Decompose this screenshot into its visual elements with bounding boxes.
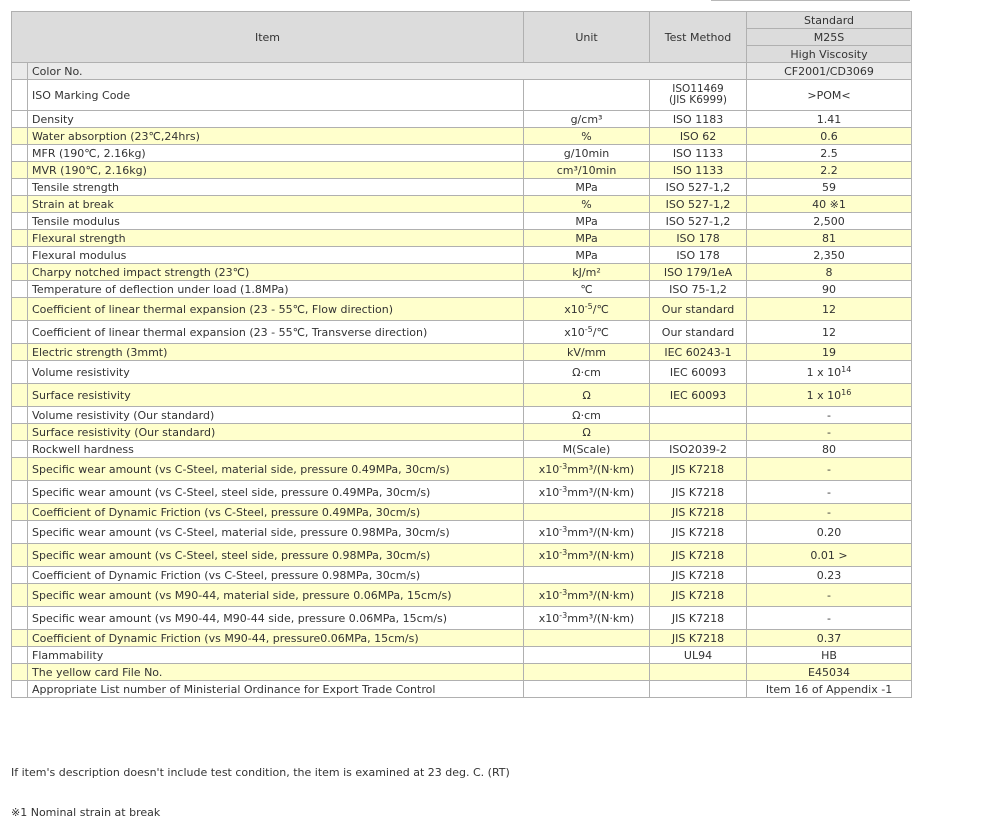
- row-flag: [12, 264, 28, 281]
- table-row: [12, 630, 912, 647]
- row-flag: [12, 213, 28, 230]
- row-item: Coefficient of Dynamic Friction (vs M90-44, pressure0.06MPa, 15cm/s): [28, 630, 524, 647]
- row-method: ISO2039-2: [650, 441, 747, 458]
- unit-rest: mm³/(N·km): [567, 485, 635, 499]
- row-item: Coefficient of Dynamic Friction (vs C-Steel, pressure 0.49MPa, 30cm/s): [28, 504, 524, 521]
- value-text: 59: [822, 180, 837, 194]
- value-text: 90: [822, 282, 837, 296]
- row-unit: g/10min: [524, 145, 650, 162]
- row-value: [747, 607, 912, 630]
- table-row: [12, 664, 912, 681]
- row-value: [747, 458, 912, 481]
- row-method: ISO 75-1,2: [650, 281, 747, 298]
- value-exponent: 14: [841, 364, 852, 374]
- row-flag: [12, 128, 28, 145]
- row-value: [747, 264, 912, 281]
- row-flag: [12, 63, 28, 80]
- value-text: 81: [822, 231, 837, 245]
- unit-exponent: -3: [559, 547, 568, 557]
- header-viscosity: High Viscosity: [747, 46, 912, 63]
- row-flag: [12, 424, 28, 441]
- table-row: [12, 458, 912, 481]
- row-value: [747, 247, 912, 264]
- unit-exponent: -3: [559, 610, 568, 620]
- value-text: -: [827, 588, 831, 602]
- table-row: [12, 344, 912, 361]
- unit-rest: mm³/(N·km): [567, 462, 635, 476]
- row-value: [747, 481, 912, 504]
- row-flag: [12, 230, 28, 247]
- row-value: [747, 544, 912, 567]
- row-method: IEC 60243-1: [650, 344, 747, 361]
- row-value: [747, 441, 912, 458]
- row-method: IEC 60093: [650, 361, 747, 384]
- row-flag: [12, 544, 28, 567]
- properties-table: [11, 11, 912, 698]
- test-condition-note: If item's description doesn't include test condition, the item is examined at 23 deg. C. (RT): [11, 766, 510, 779]
- unit-exponent: -5: [584, 324, 593, 334]
- row-flag: [12, 145, 28, 162]
- row-flag: [12, 298, 28, 321]
- row-method: ISO 178: [650, 230, 747, 247]
- table-row: [12, 281, 912, 298]
- row-method: UL94: [650, 647, 747, 664]
- row-flag: [12, 584, 28, 607]
- row-value: [747, 196, 912, 213]
- header-item: Item: [12, 12, 524, 63]
- table-row: [12, 407, 912, 424]
- row-unit: [524, 607, 650, 630]
- row-flag: [12, 681, 28, 698]
- value-text: 0.6: [820, 129, 838, 143]
- row-flag: [12, 344, 28, 361]
- value-text: 19: [822, 345, 837, 359]
- row-value: [747, 504, 912, 521]
- table-row: [12, 145, 912, 162]
- iso-method: [650, 80, 747, 111]
- row-value: [747, 145, 912, 162]
- row-item: Strain at break: [28, 196, 524, 213]
- row-value: [747, 179, 912, 196]
- table-row: [12, 111, 912, 128]
- row-method: [650, 664, 747, 681]
- row-unit: [524, 567, 650, 584]
- table-row: [12, 162, 912, 179]
- table-row: [12, 230, 912, 247]
- row-unit: M(Scale): [524, 441, 650, 458]
- row-unit: Ω: [524, 384, 650, 407]
- unit-base: x10: [538, 611, 560, 625]
- row-item: Surface resistivity: [28, 384, 524, 407]
- row-item: Water absorption (23℃,24hrs): [28, 128, 524, 145]
- iso-value: >POM<: [747, 80, 912, 111]
- unit-exponent: -3: [559, 461, 568, 471]
- row-flag: [12, 407, 28, 424]
- row-flag: [12, 281, 28, 298]
- value-text: -: [827, 408, 831, 422]
- table-row: [12, 384, 912, 407]
- row-value: [747, 162, 912, 179]
- row-value: [747, 361, 912, 384]
- row-flag: [12, 384, 28, 407]
- row-flag: [12, 607, 28, 630]
- row-flag: [12, 111, 28, 128]
- value-text: 12: [822, 325, 837, 339]
- table-row: [12, 567, 912, 584]
- row-method: ISO 1133: [650, 145, 747, 162]
- row-unit: [524, 544, 650, 567]
- table-row: [12, 128, 912, 145]
- row-item: Specific wear amount (vs C-Steel, material side, pressure 0.49MPa, 30cm/s): [28, 458, 524, 481]
- header-grade: M25S: [747, 29, 912, 46]
- row-unit: MPa: [524, 213, 650, 230]
- row-flag: [12, 567, 28, 584]
- row-unit: Ω·cm: [524, 361, 650, 384]
- row-method: ISO 527-1,2: [650, 179, 747, 196]
- header-standard: Standard: [747, 12, 912, 29]
- value-exponent: 16: [841, 387, 852, 397]
- row-item: Flammability: [28, 647, 524, 664]
- row-unit: [524, 664, 650, 681]
- row-value: [747, 111, 912, 128]
- row-method: ISO 178: [650, 247, 747, 264]
- row-unit: [524, 630, 650, 647]
- table-row: [12, 481, 912, 504]
- row-item: Coefficient of linear thermal expansion (23 - 55℃, Flow direction): [28, 298, 524, 321]
- row-value: [747, 681, 912, 698]
- unit-exponent: -3: [559, 587, 568, 597]
- row-unit: [524, 584, 650, 607]
- row-unit: [524, 681, 650, 698]
- row-value: [747, 647, 912, 664]
- unit-rest: mm³/(N·km): [567, 525, 635, 539]
- row-method: ISO 62: [650, 128, 747, 145]
- row-method: IEC 60093: [650, 384, 747, 407]
- row-flag: [12, 441, 28, 458]
- row-item: Surface resistivity (Our standard): [28, 424, 524, 441]
- unit-rest: /℃: [592, 325, 609, 339]
- properties-table-body: [12, 12, 912, 698]
- row-unit: Ω·cm: [524, 407, 650, 424]
- row-item: Tensile strength: [28, 179, 524, 196]
- color-label: Color No.: [28, 63, 747, 80]
- row-unit: Ω: [524, 424, 650, 441]
- row-flag: [12, 247, 28, 264]
- iso-label: ISO Marking Code: [28, 80, 524, 111]
- value-text: 0.01 >: [810, 548, 848, 562]
- row-method: JIS K7218: [650, 630, 747, 647]
- row-unit: %: [524, 196, 650, 213]
- value-text: -: [827, 505, 831, 519]
- row-flag: [12, 481, 28, 504]
- row-item: Specific wear amount (vs M90-44, material side, pressure 0.06MPa, 15cm/s): [28, 584, 524, 607]
- unit-base: x10: [564, 325, 585, 339]
- row-unit: [524, 647, 650, 664]
- row-method: ISO 527-1,2: [650, 213, 747, 230]
- row-unit: [524, 298, 650, 321]
- value-text: HB: [821, 648, 837, 662]
- unit-rest: mm³/(N·km): [567, 548, 635, 562]
- row-value: [747, 424, 912, 441]
- value-text: -: [827, 485, 831, 499]
- iso-row: [12, 80, 912, 111]
- row-flag: [12, 321, 28, 344]
- row-method: JIS K7218: [650, 481, 747, 504]
- row-flag: [12, 179, 28, 196]
- table-row: [12, 584, 912, 607]
- row-method: JIS K7218: [650, 504, 747, 521]
- table-row: [12, 424, 912, 441]
- row-value: [747, 344, 912, 361]
- row-value: [747, 407, 912, 424]
- value-note: ※1: [829, 197, 846, 211]
- row-value: [747, 298, 912, 321]
- row-flag: [12, 664, 28, 681]
- unit-rest: /℃: [592, 302, 609, 316]
- row-item: MVR (190℃, 2.16kg): [28, 162, 524, 179]
- row-unit: MPa: [524, 247, 650, 264]
- value-text: -: [827, 611, 831, 625]
- row-item: Appropriate List number of Ministerial Ordinance for Export Trade Control: [28, 681, 524, 698]
- row-method: JIS K7218: [650, 458, 747, 481]
- unit-rest: mm³/(N·km): [567, 611, 635, 625]
- unit-exponent: -3: [559, 484, 568, 494]
- unit-base: x10: [538, 525, 560, 539]
- row-method: [650, 407, 747, 424]
- row-method: JIS K7218: [650, 567, 747, 584]
- row-value: [747, 630, 912, 647]
- row-value: [747, 384, 912, 407]
- row-item: Specific wear amount (vs C-Steel, steel side, pressure 0.98MPa, 30cm/s): [28, 544, 524, 567]
- header-unit: Unit: [524, 12, 650, 63]
- row-value: [747, 213, 912, 230]
- header-test-method: Test Method: [650, 12, 747, 63]
- table-row: [12, 441, 912, 458]
- row-value: [747, 664, 912, 681]
- table-row: [12, 213, 912, 230]
- row-item: Volume resistivity: [28, 361, 524, 384]
- row-unit: MPa: [524, 230, 650, 247]
- row-method: ISO 179/1eA: [650, 264, 747, 281]
- table-row: [12, 361, 912, 384]
- iso-method-line1: ISO11469: [672, 83, 724, 95]
- row-unit: cm³/10min: [524, 162, 650, 179]
- unit-base: x10: [538, 462, 560, 476]
- table-row: [12, 681, 912, 698]
- row-flag: [12, 80, 28, 111]
- row-item: Coefficient of Dynamic Friction (vs C-Steel, pressure 0.98MPa, 30cm/s): [28, 567, 524, 584]
- unit-base: x10: [538, 548, 560, 562]
- row-item: Specific wear amount (vs C-Steel, steel side, pressure 0.49MPa, 30cm/s): [28, 481, 524, 504]
- row-method: ISO 1133: [650, 162, 747, 179]
- row-flag: [12, 504, 28, 521]
- row-flag: [12, 630, 28, 647]
- row-item: Flexural modulus: [28, 247, 524, 264]
- value-text: 8: [825, 265, 833, 279]
- unit-exponent: -5: [584, 301, 593, 311]
- value-text: 12: [822, 302, 837, 316]
- table-row: [12, 504, 912, 521]
- value-text: 0.37: [816, 631, 842, 645]
- row-item: Electric strength (3mmt): [28, 344, 524, 361]
- row-item: The yellow card File No.: [28, 664, 524, 681]
- row-flag: [12, 521, 28, 544]
- value-text: 2,350: [813, 248, 845, 262]
- footnote: ※1 Nominal strain at break: [11, 806, 161, 819]
- value-text: 80: [822, 442, 837, 456]
- table-row: [12, 607, 912, 630]
- row-value: [747, 321, 912, 344]
- table-row: [12, 298, 912, 321]
- value-base: 1 x 10: [806, 365, 842, 379]
- table-row: [12, 521, 912, 544]
- top-input-box: [711, 0, 910, 1]
- row-method: JIS K7218: [650, 521, 747, 544]
- unit-base: x10: [538, 588, 560, 602]
- value-text: 1.41: [816, 112, 842, 126]
- row-value: [747, 281, 912, 298]
- value-base: 1 x 10: [806, 388, 842, 402]
- value-text: E45034: [808, 665, 850, 679]
- row-method: JIS K7218: [650, 544, 747, 567]
- row-value: [747, 521, 912, 544]
- row-item: Specific wear amount (vs M90-44, M90-44 side, pressure 0.06MPa, 15cm/s): [28, 607, 524, 630]
- table-row: [12, 647, 912, 664]
- iso-method-line2: (JIS K6999): [669, 94, 728, 106]
- row-unit: %: [524, 128, 650, 145]
- row-flag: [12, 647, 28, 664]
- row-value: [747, 567, 912, 584]
- unit-exponent: -3: [559, 524, 568, 534]
- row-flag: [12, 458, 28, 481]
- row-item: Coefficient of linear thermal expansion (23 - 55℃, Transverse direction): [28, 321, 524, 344]
- row-method: JIS K7218: [650, 607, 747, 630]
- table-row: [12, 179, 912, 196]
- value-text: 0.23: [816, 568, 842, 582]
- color-row: [12, 63, 912, 80]
- value-text: Item 16 of Appendix -1: [765, 682, 893, 696]
- table-row: [12, 247, 912, 264]
- value-text: 2,500: [813, 214, 845, 228]
- row-flag: [12, 361, 28, 384]
- row-item: Flexural strength: [28, 230, 524, 247]
- table-row: [12, 264, 912, 281]
- row-flag: [12, 162, 28, 179]
- header-row: [12, 12, 912, 29]
- unit-base: x10: [564, 302, 585, 316]
- row-item: Charpy notched impact strength (23℃): [28, 264, 524, 281]
- unit-base: x10: [538, 485, 560, 499]
- unit-rest: mm³/(N·km): [567, 588, 635, 602]
- row-item: Tensile modulus: [28, 213, 524, 230]
- value-text: 2.2: [820, 163, 838, 177]
- row-unit: [524, 521, 650, 544]
- row-method: ISO 527-1,2: [650, 196, 747, 213]
- value-text: -: [827, 462, 831, 476]
- table-row: [12, 544, 912, 567]
- row-item: Rockwell hardness: [28, 441, 524, 458]
- color-value: CF2001/CD3069: [747, 63, 912, 80]
- row-unit: [524, 458, 650, 481]
- row-value: [747, 230, 912, 247]
- row-item: Density: [28, 111, 524, 128]
- row-flag: [12, 196, 28, 213]
- row-unit: ℃: [524, 281, 650, 298]
- row-value: [747, 584, 912, 607]
- row-unit: kJ/m²: [524, 264, 650, 281]
- row-method: Our standard: [650, 298, 747, 321]
- value-text: 40: [812, 197, 827, 211]
- row-unit: MPa: [524, 179, 650, 196]
- value-text: -: [827, 425, 831, 439]
- row-unit: [524, 321, 650, 344]
- row-method: ISO 1183: [650, 111, 747, 128]
- row-unit: [524, 504, 650, 521]
- row-unit: g/cm³: [524, 111, 650, 128]
- row-method: [650, 424, 747, 441]
- table-row: [12, 321, 912, 344]
- value-text: 0.20: [816, 525, 842, 539]
- row-item: Temperature of deflection under load (1.8MPa): [28, 281, 524, 298]
- row-unit: [524, 481, 650, 504]
- row-method: JIS K7218: [650, 584, 747, 607]
- row-method: Our standard: [650, 321, 747, 344]
- row-item: Volume resistivity (Our standard): [28, 407, 524, 424]
- row-unit: kV/mm: [524, 344, 650, 361]
- iso-unit: [524, 80, 650, 111]
- row-value: [747, 128, 912, 145]
- row-item: MFR (190℃, 2.16kg): [28, 145, 524, 162]
- row-item: Specific wear amount (vs C-Steel, material side, pressure 0.98MPa, 30cm/s): [28, 521, 524, 544]
- table-row: [12, 196, 912, 213]
- value-text: 2.5: [820, 146, 838, 160]
- row-method: [650, 681, 747, 698]
